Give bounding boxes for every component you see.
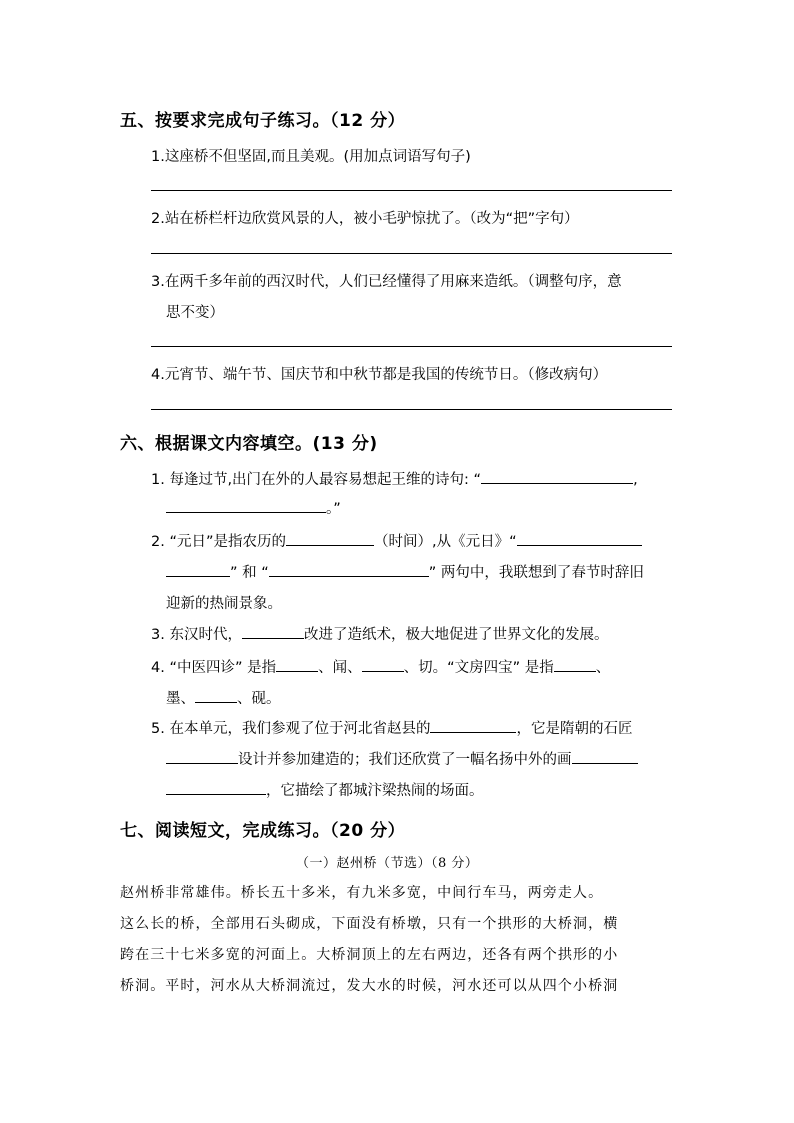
s6-q1-comma: ,: [633, 472, 638, 488]
s6-q5-blank-1[interactable]: [430, 718, 516, 733]
s6-question-1: [151, 468, 638, 489]
s6-q5-blank-3-cont[interactable]: [166, 780, 266, 795]
section-5-title: 五、按要求完成句子练习。（12 分）: [120, 111, 406, 131]
s5-question-2: 2.站在桥栏杆边欣赏风景的人，被小毛驴惊扰了。（改为“把”字句）: [151, 211, 579, 227]
s5-answer-line-4[interactable]: [151, 409, 672, 410]
s5-answer-line-3[interactable]: [151, 346, 672, 347]
s6-q1-end: 。”: [326, 501, 341, 517]
passage-line-1: 赵州桥非常雄伟。桥长五十多米，有九米多宽，中间行车马，两旁走人。: [120, 885, 604, 901]
s6-q2-blank-4[interactable]: [269, 562, 429, 577]
s6-q5-text-b: ，它是隋朝的石匠: [516, 721, 633, 737]
s6-q5-blank-2[interactable]: [166, 749, 238, 764]
s6-q4-blank-2[interactable]: [362, 657, 404, 672]
s6-q4-text-c: 、切。“文房四宝” 是指: [403, 660, 554, 676]
s6-q2-text-e: 迎新的热闹景象。: [166, 596, 282, 612]
passage-subtitle: （一）赵州桥（节选）（8 分）: [296, 856, 479, 871]
s6-q3-text-b: 改进了造纸术，极大地促进了世界文化的发展。: [303, 627, 609, 643]
s6-q4-text-d: 、: [595, 660, 611, 676]
s6-q2-blank-2[interactable]: [517, 531, 642, 546]
s6-q4-text-e: 墨、: [166, 691, 195, 707]
s6-q4-text-f: 、砚。: [237, 691, 281, 707]
s6-q3-blank-1[interactable]: [242, 624, 304, 639]
s6-q2-text-b: （时间）,从《元日》“: [373, 534, 517, 550]
s5-question-4: 4.元宵节、端午节、国庆节和中秋节都是我国的传统节日。（修改病句）: [151, 367, 608, 383]
s6-q1-blank-1[interactable]: [481, 469, 633, 484]
s6-question-5-cont: [166, 748, 638, 769]
s6-q4-blank-4[interactable]: [195, 688, 237, 703]
s6-q3-text-a: 3. 东汉时代，: [151, 627, 242, 643]
s6-q5-blank-3[interactable]: [572, 749, 638, 764]
s6-question-4: [151, 656, 610, 677]
s5-answer-line-1[interactable]: [151, 190, 672, 191]
passage-line-3: 跨在三十七米多宽的河面上。大桥洞顶上的左右两边，还各有两个拱形的小: [120, 947, 619, 963]
s6-q4-blank-3[interactable]: [554, 657, 596, 672]
s6-q4-blank-1[interactable]: [276, 657, 318, 672]
s6-q2-blank-1[interactable]: [286, 531, 374, 546]
s5-question-1: 1.这座桥不但坚固,而且美观。(用加点词语写句子): [151, 149, 471, 165]
s6-question-1-cont: [166, 497, 341, 518]
s5-question-3-line1: 3.在两千多年前的西汉时代，人们已经懂得了用麻来造纸。（调整句序，意: [151, 274, 622, 290]
s5-answer-line-2[interactable]: [151, 253, 672, 254]
s6-q5-text-c: 设计并参加建造的；我们还欣赏了一幅名扬中外的画: [238, 752, 572, 768]
passage-line-2: 这么长的桥，全部用石头砌成，下面没有桥墩，只有一个拱形的大桥洞，横: [120, 916, 619, 932]
section-6-title: 六、根据课文内容填空。(13 分): [120, 434, 378, 454]
s6-q4-text-a: 4. “中医四诊” 是指: [151, 660, 277, 676]
s6-q2-text-c: ” 和 “: [230, 565, 269, 581]
s6-question-4-cont: [166, 687, 281, 708]
s6-q4-text-b: 、闻、: [318, 660, 362, 676]
s6-question-2: [151, 530, 642, 551]
section-7-title: 七、阅读短文，完成练习。（20 分）: [120, 821, 406, 841]
s6-q1-blank-2[interactable]: [166, 498, 326, 513]
s6-q1-text: 1. 每逢过节,出门在外的人最容易想起王维的诗句: “: [151, 472, 482, 488]
s6-q5-text-d: ，它描绘了都城汴梁热闹的场面。: [266, 783, 484, 799]
s6-question-5: [151, 717, 632, 738]
s5-question-3-line2: 思不变）: [166, 305, 224, 321]
s6-q2-blank-3[interactable]: [166, 562, 230, 577]
s6-q2-text-a: 2. “元日”是指农历的: [151, 534, 286, 550]
s6-question-5-cont2: [166, 779, 484, 800]
s6-question-2-cont: [166, 561, 644, 582]
s6-q2-text-d: ” 两句中，我联想到了春节时辞旧: [428, 565, 644, 581]
s6-q5-text-a: 5. 在本单元，我们参观了位于河北省赵县的: [151, 721, 431, 737]
s6-question-3: [151, 623, 608, 644]
passage-line-4: 桥洞。平时，河水从大桥洞流过，发大水的时候，河水还可以从四个小桥洞: [120, 978, 619, 994]
